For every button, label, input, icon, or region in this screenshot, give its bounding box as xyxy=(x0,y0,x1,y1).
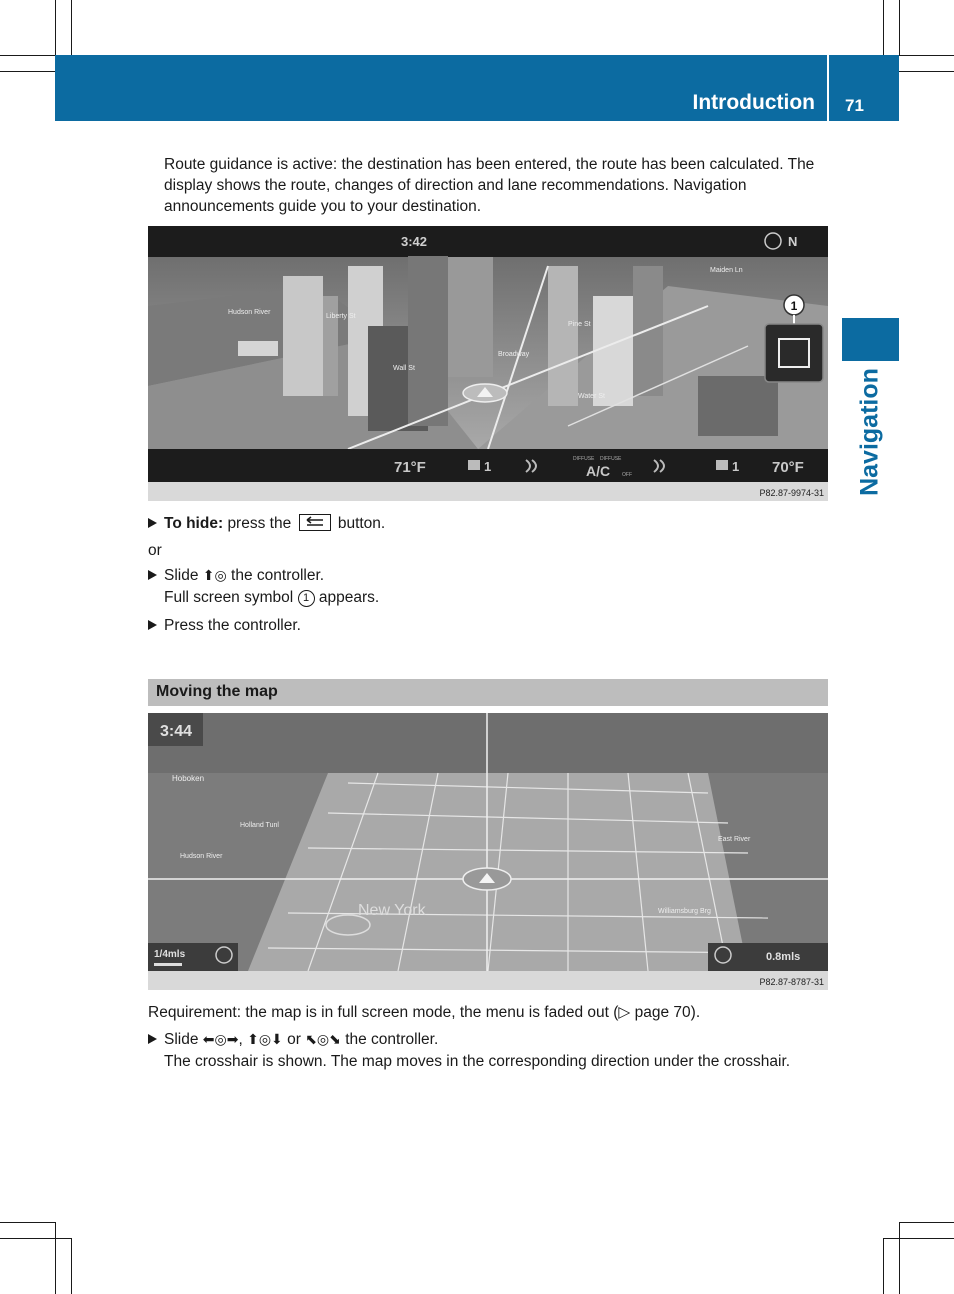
crop-mark xyxy=(71,1238,72,1294)
map-3d-view xyxy=(148,226,828,501)
callout-number: 1 xyxy=(790,299,798,313)
chapter-title: Introduction xyxy=(692,91,815,114)
fan-icon xyxy=(468,460,480,470)
crop-mark xyxy=(0,1222,55,1223)
crop-mark xyxy=(883,0,884,55)
ac-off-label: OFF xyxy=(622,472,632,478)
distance-to-destination: 0.8mls xyxy=(766,951,801,963)
bullet-arrow-icon xyxy=(148,620,157,630)
building xyxy=(698,376,778,436)
page-number: 71 xyxy=(845,96,864,115)
fan-icon xyxy=(716,460,728,470)
map-label: Hudson River xyxy=(180,853,223,860)
map-label: Wall St xyxy=(393,365,415,372)
temp-right: 70°F xyxy=(772,459,804,476)
crop-mark xyxy=(71,0,72,55)
building xyxy=(448,257,493,377)
map-crosshair-view xyxy=(148,713,828,990)
section-heading xyxy=(148,679,828,706)
bullet-arrow-icon xyxy=(148,1034,157,1044)
map-label: Water St xyxy=(578,393,605,400)
controller-slide-up-icon: ⬆◎ xyxy=(202,567,227,583)
section-title: Moving the map xyxy=(156,683,278,700)
crop-mark xyxy=(0,55,55,56)
crosshair-result: The crosshair is shown. The map moves in the corresponding direction under the crosshair. xyxy=(164,1053,791,1070)
crop-mark xyxy=(0,1238,71,1239)
map-label: Hoboken xyxy=(172,774,205,783)
crop-mark xyxy=(899,71,954,72)
hide-label: To hide: xyxy=(164,515,224,532)
controller-slide-left-right-icon: ⬅◎➡ xyxy=(202,1031,239,1047)
diffuse-label: DIFFUSE xyxy=(573,456,595,462)
crop-mark xyxy=(899,1222,954,1223)
or-label: or xyxy=(148,542,162,559)
full-screen-icon[interactable] xyxy=(765,324,823,382)
header-divider xyxy=(827,55,829,121)
map-label: Broadway xyxy=(498,351,530,358)
fan-left: 1 xyxy=(484,459,492,474)
building xyxy=(283,276,323,396)
building xyxy=(408,256,448,426)
map-scale: 1/4mls xyxy=(154,949,186,960)
back-button-icon xyxy=(299,514,331,531)
callout-number-icon: 1 xyxy=(298,590,315,607)
fan-right: 1 xyxy=(732,459,740,474)
map-label: Holland Tunl xyxy=(240,822,279,829)
crop-mark xyxy=(883,1238,954,1239)
controller-slide-diagonal-icon: ⬉◎⬊ xyxy=(305,1031,341,1047)
clock-time: 3:44 xyxy=(159,723,193,740)
symbol-note: Full screen symbol 1 appears. xyxy=(164,589,380,606)
controller-slide-up-down-icon: ⬆◎⬇ xyxy=(247,1031,283,1047)
diffuse-label: DIFFUSE xyxy=(600,456,622,462)
crop-mark xyxy=(55,1222,56,1294)
building xyxy=(633,266,663,396)
bullet-arrow-icon xyxy=(148,570,157,580)
crop-mark xyxy=(0,71,55,72)
map-label: Williamsburg Brg xyxy=(658,908,711,915)
side-tab-label: Navigation xyxy=(855,368,884,496)
map-label: Hudson River xyxy=(228,309,271,316)
requirement-text: Requirement: the map is in full screen mode, the menu is faded out (▷ page 70). xyxy=(148,1004,701,1021)
crop-mark xyxy=(899,0,900,55)
map-label: New York xyxy=(358,902,426,919)
figure-moving-map xyxy=(148,713,828,990)
figure-caption: P82.87-9974-31 xyxy=(759,488,824,498)
figure-route-guidance xyxy=(148,226,828,501)
side-tab xyxy=(842,318,899,361)
figure-caption: P82.87-8787-31 xyxy=(759,977,824,987)
map-label: Pine St xyxy=(568,321,591,328)
crop-mark xyxy=(883,1238,884,1294)
building xyxy=(593,296,633,406)
bullet-arrow-icon xyxy=(148,518,157,528)
map-label: Maiden Ln xyxy=(710,267,743,274)
crop-mark xyxy=(899,55,954,56)
intro-paragraph: Route guidance is active: the destination has been entered, the route has been calculated. The display shows the route, changes of direction and lane recommendations. Navigation announcements guide you to your destination. xyxy=(164,156,815,215)
map-label: Liberty St xyxy=(326,313,356,320)
top-status-bar xyxy=(148,226,828,257)
compass-heading: N xyxy=(788,234,798,249)
building xyxy=(548,266,578,406)
page-header xyxy=(55,55,899,121)
ac-label: A/C xyxy=(586,463,611,479)
temp-left: 71°F xyxy=(394,459,426,476)
crop-mark xyxy=(899,1222,900,1294)
crop-mark xyxy=(55,0,56,55)
map-label: East River xyxy=(718,836,751,843)
clock-time: 3:42 xyxy=(400,234,428,249)
